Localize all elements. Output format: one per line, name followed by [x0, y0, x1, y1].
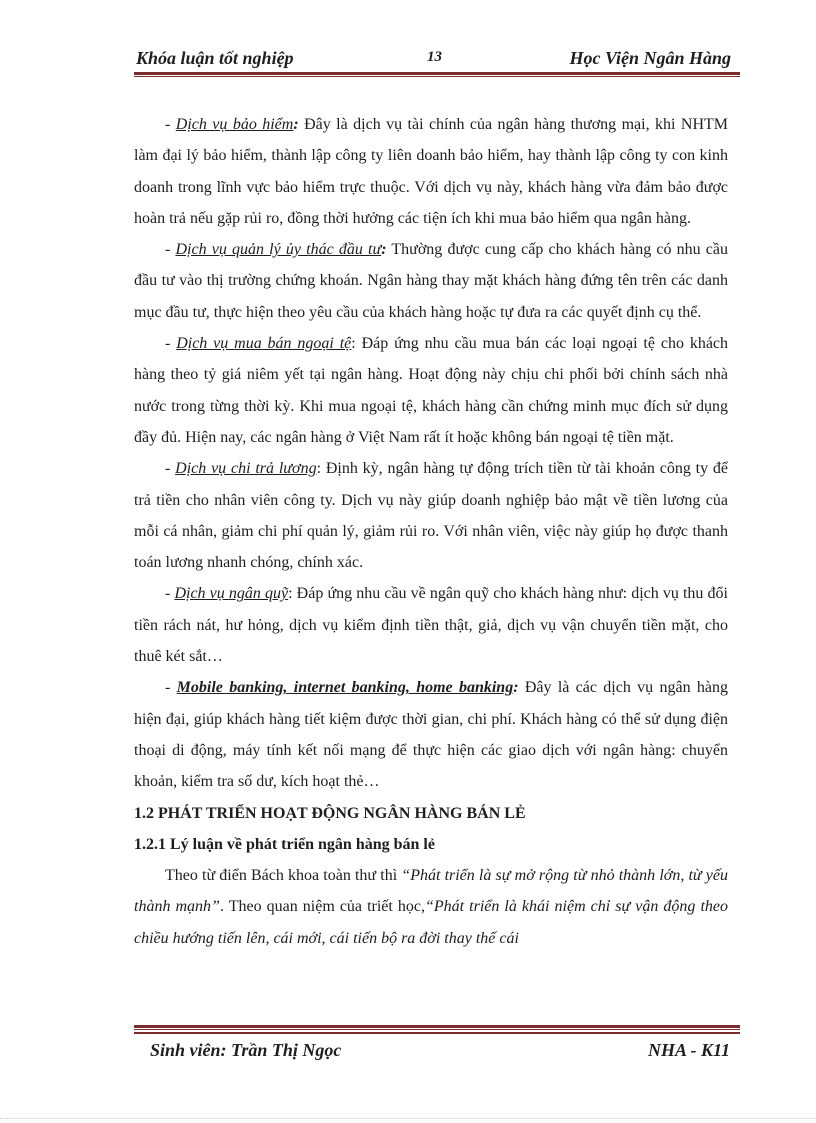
paragraph-text: Định kỳ, ngân hàng tự động trích tiền từ tài khoản công ty để trả tiền cho nhân viên công ty. Dịch vụ này giúp doanh nghiệp bảo mật về tiền lương của mỗi cá nhân, giảm chi phí quản lý, giảm rủi ro. Với nhân viên, việc này giúp họ được thanh toán lương nhanh chóng, chính xác. — [134, 460, 729, 572]
paragraph-label: Dịch vụ mua bán ngoại tệ — [176, 335, 352, 353]
section-heading: 1.2 PHÁT TRIỂN HOẠT ĐỘNG NGÂN HÀNG BÁN LẺ — [134, 804, 526, 822]
footer-rule-thin — [134, 1029, 740, 1030]
paragraph: - Dịch vụ ngân quỹ: Đáp ứng nhu cầu về ngân quỹ cho khách hàng như: dịch vụ thu đổi tiền rách nát, hư hỏng, dịch vụ kiểm định tiền thật, giả, dịch vụ vận chuyển tiền mặt, cho thuê két sắt… — [134, 585, 728, 666]
paragraph — [134, 860, 728, 954]
paragraph-label: Dịch vụ quản lý ủy thác đầu tư — [175, 241, 382, 259]
paragraph-text: Theo từ điển Bách khoa toàn thư thì — [165, 867, 402, 885]
page-body — [134, 109, 728, 954]
footer-class: NHA - K11 — [647, 1040, 730, 1060]
paragraph-text: Đây là dịch vụ tài chính của ngân hàng thương mại, khi NHTM làm đại lý bảo hiểm, thành lập công ty liên doanh bảo hiểm, hay thành lập công ty con kinh doanh trong lĩnh vực bảo hiểm trực thuộc. Với dịch vụ này, khách hàng vừa đảm bảo được hoàn trả nếu gặp rủi ro, đồng thời hưởng các tiện ích khi mua bảo hiểm qua ngân hàng. — [134, 116, 729, 227]
paragraph: - Mobile banking, internet banking, home banking: Đây là các dịch vụ ngân hàng hiện đại, giúp khách hàng tiết kiệm được thời gian, chi phí. Khách hàng có thể sử dụng điện thoại di động, máy tính kết nối mạng để thực hiện các giao dịch với ngân hàng: chuyển khoản, kiểm tra số dư, kích hoạt thẻ… — [134, 679, 729, 791]
page-footer — [150, 1040, 730, 1064]
footer-student: Sinh viên: Trần Thị Ngọc — [150, 1040, 342, 1060]
paragraph: - Dịch vụ chi trả lương: Định kỳ, ngân hàng tự động trích tiền từ tài khoản công ty để trả tiền cho nhân viên công ty. Dịch vụ này giúp doanh nghiệp bảo mật về tiền lương của mỗi cá nhân, giảm chi phí quản lý, giảm rủi ro. Với nhân viên, việc này giúp họ được thanh toán lương nhanh chóng, chính xác. — [134, 460, 729, 572]
paragraph: - Dịch vụ bảo hiểm: Đây là dịch vụ tài chính của ngân hàng thương mại, khi NHTM làm đại lý bảo hiểm, thành lập công ty liên doanh bảo hiểm, hay thành lập công ty con kinh doanh trong lĩnh vực bảo hiểm trực thuộc. Với dịch vụ này, khách hàng vừa đảm bảo được hoàn trả nếu gặp rủi ro, đồng thời hưởng các tiện ích khi mua bảo hiểm qua ngân hàng. — [134, 116, 729, 227]
quote: “Phát triển là khái niệm chỉ sự vận động theo chiều hướng tiến lên, cái mới, cái tiến bộ ra đời thay thế cái — [134, 898, 729, 947]
paragraph-text: Đáp ứng nhu cầu mua bán các loại ngoại tệ cho khách hàng theo tỷ giá niêm yết tại ngân hàng. Hoạt động này chịu chi phối bởi chính sách nhà nước trong từng thời kỳ. Khi mua ngoại tệ, khách hàng cần chứng minh mục đích sử dụng đầy đủ. Hiện nay, các ngân hàng ở Việt Nam rất ít hoặc không bán ngoại tệ tiền mặt. — [134, 335, 729, 446]
page-header — [134, 46, 731, 72]
paragraph-label: Dịch vụ ngân quỹ — [174, 585, 289, 603]
subsection-heading: 1.2.1 Lý luận về phát triển ngân hàng bán lẻ — [134, 835, 435, 853]
paragraph-label: Dịch vụ bảo hiểm — [175, 116, 294, 133]
footer-rule-bottom — [134, 1032, 740, 1034]
paragraph-text: . Theo quan niệm của triết học, — [219, 898, 425, 916]
page-number: 13 — [427, 49, 442, 65]
header-rule-thin — [134, 76, 740, 77]
paragraph: - Dịch vụ quản lý ủy thác đầu tư: Thường được cung cấp cho khách hàng có nhu cầu đầu tư vào thị trường chứng khoán. Ngân hàng thay mặt khách hàng đứng tên trên các danh mục đầu tư, thực hiện theo yêu cầu của khách hàng hoặc tự đưa ra các quyết định cụ thể. — [134, 241, 729, 321]
header-thesis-title: Khóa luận tốt nghiệp — [136, 48, 294, 68]
footer-rule — [134, 1025, 740, 1028]
page-edge-divider — [0, 1118, 816, 1119]
paragraph: - Dịch vụ mua bán ngoại tệ: Đáp ứng nhu cầu mua bán các loại ngoại tệ cho khách hàng theo tỷ giá niêm yết tại ngân hàng. Hoạt động này chịu chi phối bởi chính sách nhà nước trong từng thời kỳ. Khi mua ngoại tệ, khách hàng cần chứng minh mục đích sử dụng đầy đủ. Hiện nay, các ngân hàng ở Việt Nam rất ít hoặc không bán ngoại tệ tiền mặt. — [134, 335, 729, 446]
header-rule — [134, 72, 740, 75]
header-institution: Học Viện Ngân Hàng — [569, 48, 731, 68]
paragraph-text: Đây là các dịch vụ ngân hàng hiện đại, giúp khách hàng tiết kiệm được thời gian, chi phí. Khách hàng có thể sử dụng điện thoại di động, máy tính kết nối mạng để thực hiện các giao dịch với ngân hàng: chuyển khoản, kiểm tra số dư, kích hoạt thẻ… — [134, 679, 729, 791]
paragraph-label: Mobile banking, internet banking, home banking — [176, 679, 514, 697]
paragraph-text: Đáp ứng nhu cầu về ngân quỹ cho khách hàng như: dịch vụ thu đổi tiền rách nát, hư hỏng, dịch vụ kiểm định tiền thật, giả, dịch vụ vận chuyển tiền mặt, cho thuê két sắt… — [134, 585, 728, 666]
paragraph-label: Dịch vụ chi trả lương — [175, 460, 317, 478]
quote: “Phát triển là sự mở rộng từ nhỏ thành lớn, từ yếu thành mạnh” — [134, 867, 729, 916]
paragraph-text: Thường được cung cấp cho khách hàng có nhu cầu đầu tư vào thị trường chứng khoán. Ngân hàng thay mặt khách hàng đứng tên trên các danh mục đầu tư, thực hiện theo yêu cầu của khách hàng hoặc tự đưa ra các quyết định cụ thể. — [134, 241, 729, 321]
